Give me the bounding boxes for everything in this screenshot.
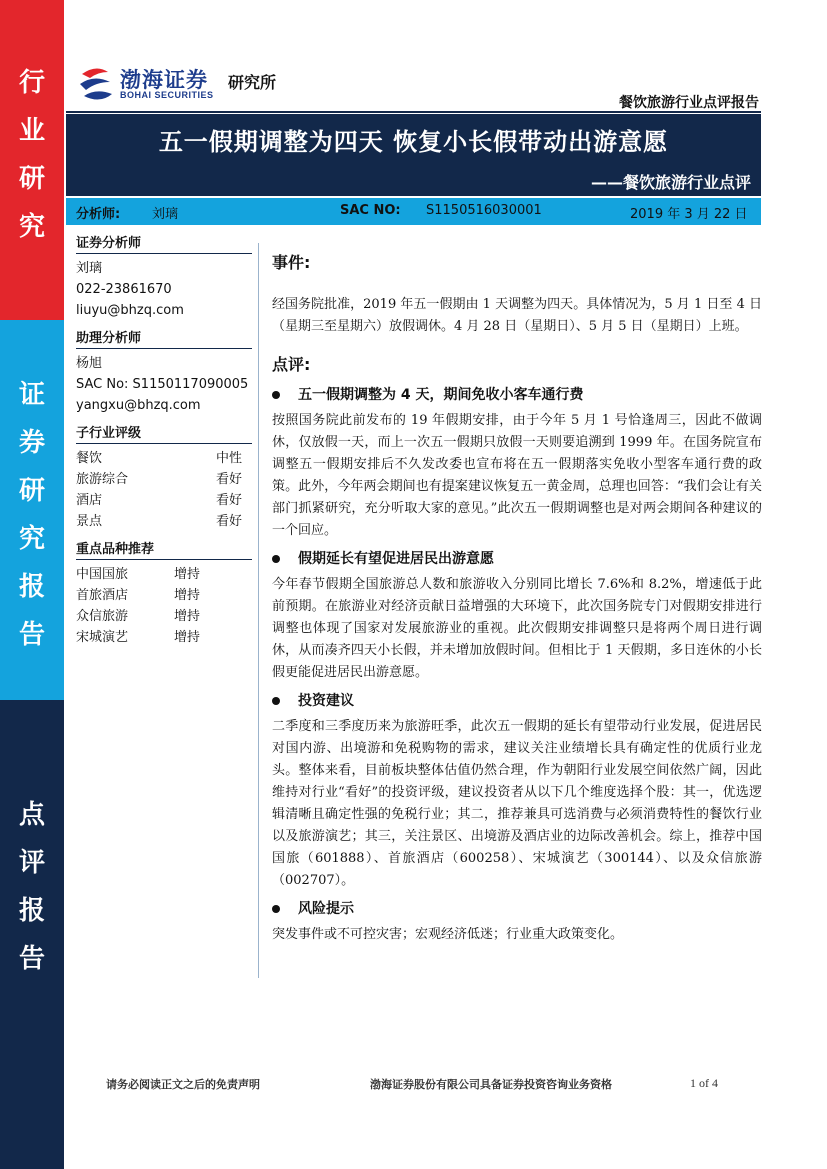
pick-rating: 增持 [174,588,201,603]
list-item [76,448,252,469]
section-heading [272,384,762,406]
bullet-dot-icon [272,555,280,563]
analyst-label: 分析师: [76,207,121,222]
title-band [66,114,761,196]
sub-industry-rating: 看好 [215,472,242,487]
section-title: 风险提示 [298,901,354,917]
sub-industry-heading: 子行业评级 [76,422,252,444]
analyst-phone: 022-23861670 [76,282,172,297]
header-rule [66,111,761,113]
sidebar-char: 证 [18,380,45,410]
section-paragraph: 按照国务院此前发布的 19 年假期安排，由于今年 5 月 1 号恰逢周三，因此不做调休，仅放假一天，而上一次五一假期只放假一天则要追溯到 1999 年。在国务院宣布调整五一假期安排后不久发改委也宣布将在五一假期落实免收小型客车通行费的政策。此外，今年两会期间也有提案建议恢复五一黄金周，总理也回答：“我们会让有关部门抓紧研究，充分听取大家的意见。”此次五一假期调整也是对两会期间各种建议的一个回应。 [272,413,762,538]
analyst-email: liuyu@bhzq.com [76,303,184,318]
analyst-heading: 证券分析师 [76,232,252,254]
comment-heading: 点评: [272,355,311,374]
pick-name: 众信旅游 [76,609,129,624]
picks-heading: 重点品种推荐 [76,538,252,560]
bohai-logo-icon [78,64,114,104]
sidebar-navy-block [0,700,64,1169]
page-number: 1 of 4 [690,1076,718,1090]
section-paragraph: 二季度和三季度历来为旅游旺季，此次五一假期的延长有望带动行业发展，促进居民对国内游、出境游和免税购物的需求，建议关注业绩增长具有确定性的优质行业龙头。整体来看，目前板块整体估值仍然合理，作为朝阳行业发展空间依然广阔，因此维持对行业“看好”的投资评级，建议投资者从以下几个维度选择个股：其一，优选逻辑清晰且确定性强的免税行业；其二，推荐兼具可选消费与必须消费特性的餐饮行业以及旅游演艺；其三，关注景区、出境游及酒店业的边际改善机会。综上，推荐中国国旅（601888）、首旅酒店（600258）、宋城演艺（300144）、以及众信旅游（002707）。 [272,719,762,888]
disclaimer-note: 请务必阅读正文之后的免责声明 [106,1078,260,1091]
list-item [76,627,252,648]
sidebar-char: 报 [18,896,45,926]
event-heading: 事件: [272,253,311,272]
sidebar-char: 告 [18,620,45,650]
sub-industry-rating: 看好 [215,514,242,529]
sidebar-char: 研 [18,476,45,506]
analyst-info-bar [66,198,761,225]
sub-industry-name: 餐饮 [76,451,103,466]
assistant-name: 杨旭 [76,356,103,371]
sidebar-char: 券 [18,428,45,458]
company-logo [78,64,288,104]
logo-chinese-name: 渤海证券 [120,68,208,92]
report-date: 2019 年 3 月 22 日 [630,207,748,222]
sidebar-char: 点 [18,800,45,830]
list-item [76,469,252,490]
page-subtitle: ——餐饮旅游行业点评 [590,173,751,192]
sub-industry-name: 景点 [76,514,103,529]
sub-industry-rating: 中性 [215,451,242,466]
section-paragraph: 今年春节假期全国旅游总人数和旅游收入分别同比增长 7.6%和 8.2%，增速低于此前预期。在旅游业对经济贡献日益增强的大环境下，此次国务院专门对假期安排进行调整也体现了国家对发展旅游业的重视。此次假期安排调整只是将两个周日进行调休，从而凑齐四天小长假，并未增加放假时间。但相比于 1 天假期，多日连休的小长假更能促进居民出游意愿。 [272,577,762,680]
analyst-name: 刘璃 [152,207,179,222]
sidebar-blue-block [0,320,64,700]
pick-name: 首旅酒店 [76,588,129,603]
page-title: 五一假期调整为四天 恢复小长假带动出游意愿 [158,128,669,156]
assistant-sac: SAC No: S1150117090005 [76,377,249,392]
assistant-heading: 助理分析师 [76,327,252,349]
sac-number: S1150516030001 [426,203,542,218]
sidebar-char: 评 [18,848,45,878]
list-item [76,490,252,511]
column-divider [258,243,259,978]
section-title: 假期延长有望促进居民出游意愿 [298,551,494,567]
pick-rating: 增持 [174,630,201,645]
section-heading [272,690,762,712]
sidebar-char: 业 [18,116,45,146]
main-content [272,252,762,952]
sidebar-char: 究 [18,524,45,554]
sidebar-char: 研 [18,164,45,194]
list-item [76,585,252,606]
report-type: 餐饮旅游行业点评报告 [619,95,759,111]
section-title: 投资建议 [298,693,354,709]
bullet-dot-icon [272,391,280,399]
bullet-dot-icon [272,905,280,913]
section-paragraph: 突发事件或不可控灾害；宏观经济低迷；行业重大政策变化。 [272,927,624,942]
qualification-note: 渤海证券股份有限公司具备证券投资咨询业务资格 [370,1078,612,1091]
sidebar-char: 行 [18,68,45,98]
institute-label: 研究所 [228,73,277,92]
pick-rating: 增持 [174,567,201,582]
left-sidebar [0,0,64,1169]
section-heading [272,548,762,570]
pick-name: 宋城演艺 [76,630,129,645]
sidebar-char: 究 [18,212,45,242]
bullet-dot-icon [272,697,280,705]
pick-rating: 增持 [174,609,201,624]
section-heading [272,898,762,920]
sidebar-char: 报 [18,572,45,602]
assistant-email: yangxu@bhzq.com [76,398,201,413]
list-item [76,606,252,627]
logo-english-name: BOHAI SECURITIES [120,90,214,100]
event-paragraph: 经国务院批准，2019 年五一假期由 1 天调整为四天。具体情况为，5 月 1 日至 4 日（星期三至星期六）放假调休。4 月 28 日（星期日）、5 月 5 日（星期日）上班。 [272,297,762,334]
sac-label: SAC NO: [340,203,401,218]
section-title: 五一假期调整为 4 天，期间免收小客车通行费 [298,387,584,403]
analyst-name: 刘璃 [76,261,103,276]
sidebar-red-block [0,0,64,320]
sub-industry-name: 酒店 [76,493,103,508]
sub-industry-rating: 看好 [215,493,242,508]
sub-industry-name: 旅游综合 [76,472,129,487]
list-item [76,564,252,585]
list-item [76,511,252,532]
left-info-column [76,232,252,648]
sidebar-char: 告 [18,944,45,974]
pick-name: 中国国旅 [76,567,129,582]
